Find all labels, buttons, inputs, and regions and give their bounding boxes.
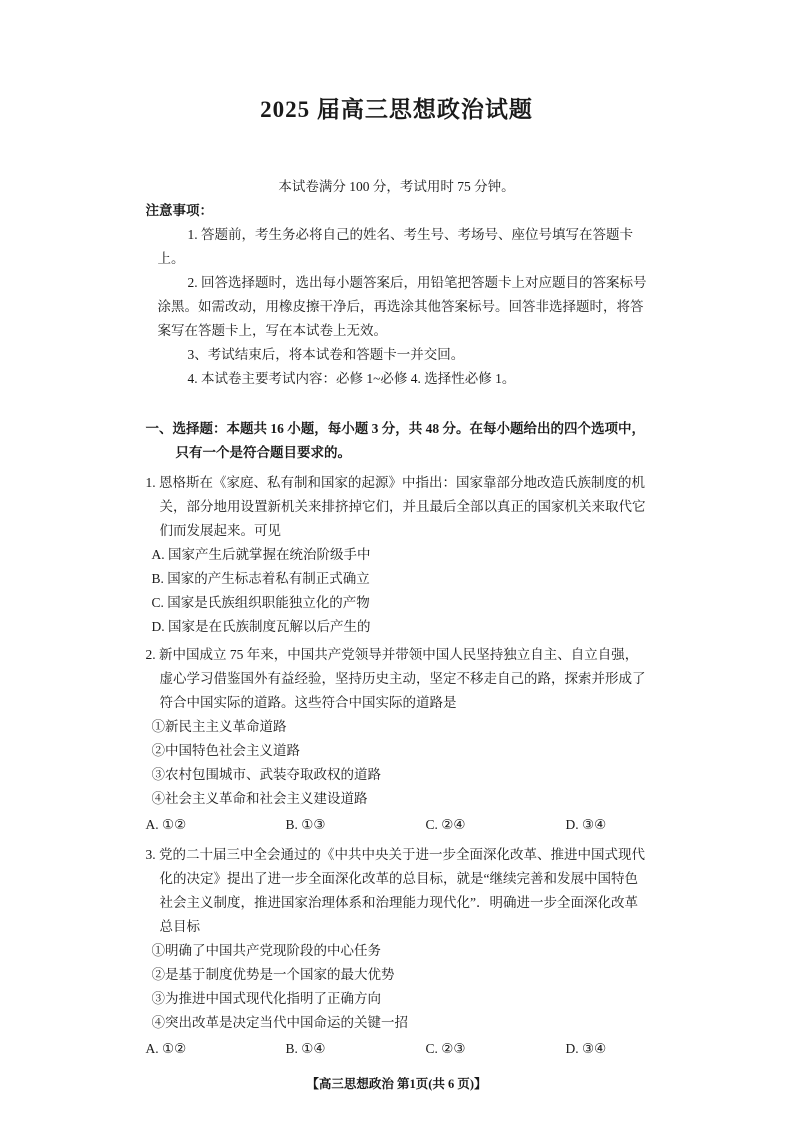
question-3-item-1: ①明确了中国共产党现阶段的中心任务 [151, 943, 381, 959]
question-3-answer-d: D. ③④ [565, 1041, 607, 1057]
notice-item-4: 4. 本试卷主要考试内容：必修 1~必修 4. 选择性必修 1。 [187, 371, 516, 387]
question-2-answer-d: D. ③④ [565, 817, 607, 833]
notice-item-1: 1. 答题前，考生务必将自己的姓名、考生号、考场号、座位号填写在答题卡上。 [157, 226, 633, 266]
question-3-item-2: ②是基于制度优势是一个国家的最大优势 [151, 967, 395, 983]
question-2-item-3: ③农村包围城市、武装夺取政权的道路 [151, 767, 381, 783]
question-3-answer-c: C. ②③ [425, 1041, 466, 1057]
notice-section [146, 199, 648, 391]
question-2-item-2: ②中国特色社会主义道路 [151, 743, 300, 759]
question-2-item-1: ①新民主主义革命道路 [151, 719, 287, 735]
question-3-item-4: ④突出改革是决定当代中国命运的关键一招 [151, 1015, 408, 1031]
question-1-stem: 1. 恩格斯在《家庭、私有制和国家的起源》中指出：国家靠部分地改造氏族制度的机关，部分地用设置新机关来排挤掉它们，并且最后全部以真正的国家机关来取代它们而发展起来。可见 [145, 475, 646, 539]
question-3-answer-row [146, 1037, 648, 1061]
question-1-option-b: B. 国家的产生标志着私有制正式确立 [151, 571, 370, 587]
question-1-option-d: D. 国家是在氏族制度瓦解以后产生的 [151, 619, 371, 635]
question-1-option-a: A. 国家产生后就掌握在统治阶级手中 [151, 547, 371, 563]
question-2 [146, 643, 648, 837]
question-3-stem: 3. 党的二十届三中全会通过的《中共中央关于进一步全面深化改革、推进中国式现代化的决定》提出了进一步全面深化改革的总目标，就是“继续完善和发展中国特色社会主义制度，推进国家治理体系和治理能力现代化”．明确进一步全面深化改革总目标 [145, 847, 645, 935]
question-2-answer-row [146, 813, 648, 837]
question-1-option-c: C. 国家是氏族组织职能独立化的产物 [151, 595, 370, 611]
exam-info-line: 本试卷满分 100 分，考试用时 75 分钟。 [278, 178, 515, 194]
exam-page [146, 0, 648, 1096]
notice-item-3: 3、考试结束后，将本试卷和答题卡一并交回。 [187, 347, 465, 363]
notice-heading: 注意事项： [145, 202, 213, 218]
question-2-stem: 2. 新中国成立 75 年来，中国共产党领导并带领中国人民坚持独立自主、自立自强，虚心学习借鉴国外有益经验，坚持历史主动，坚定不移走自己的路，探索并形成了符合中国实际的道路。这些符合中国实际的道路是 [145, 647, 646, 711]
question-3-answer-b: B. ①④ [285, 1041, 326, 1057]
question-3-answer-a: A. ①② [145, 1041, 187, 1057]
question-3 [146, 843, 648, 1061]
question-3-item-3: ③为推进中国式现代化指明了正确方向 [151, 991, 381, 1007]
question-2-answer-b: B. ①③ [285, 817, 326, 833]
question-2-answer-a: A. ①② [145, 817, 187, 833]
question-2-answer-c: C. ②④ [425, 817, 466, 833]
notice-item-2: 2. 回答选择题时，选出每小题答案后，用铅笔把答题卡上对应题目的答案标号涂黑。如需改动，用橡皮擦干净后，再选涂其他答案标号。回答非选择题时，将答案写在答题卡上，写在本试卷上无效。 [157, 275, 647, 339]
question-1 [146, 471, 648, 639]
page-footer: 【高三思想政治 第1页(共 6 页)】 [306, 1077, 487, 1092]
section-heading: 一、选择题：本题共 16 小题，每小题 3 分，共 48 分。在每小题给出的四个选项中，只有一个是符合题目要求的。 [145, 421, 645, 461]
question-2-item-4: ④社会主义革命和社会主义建设道路 [151, 791, 368, 807]
page-title: 2025 届高三思想政治试题 [260, 97, 533, 122]
